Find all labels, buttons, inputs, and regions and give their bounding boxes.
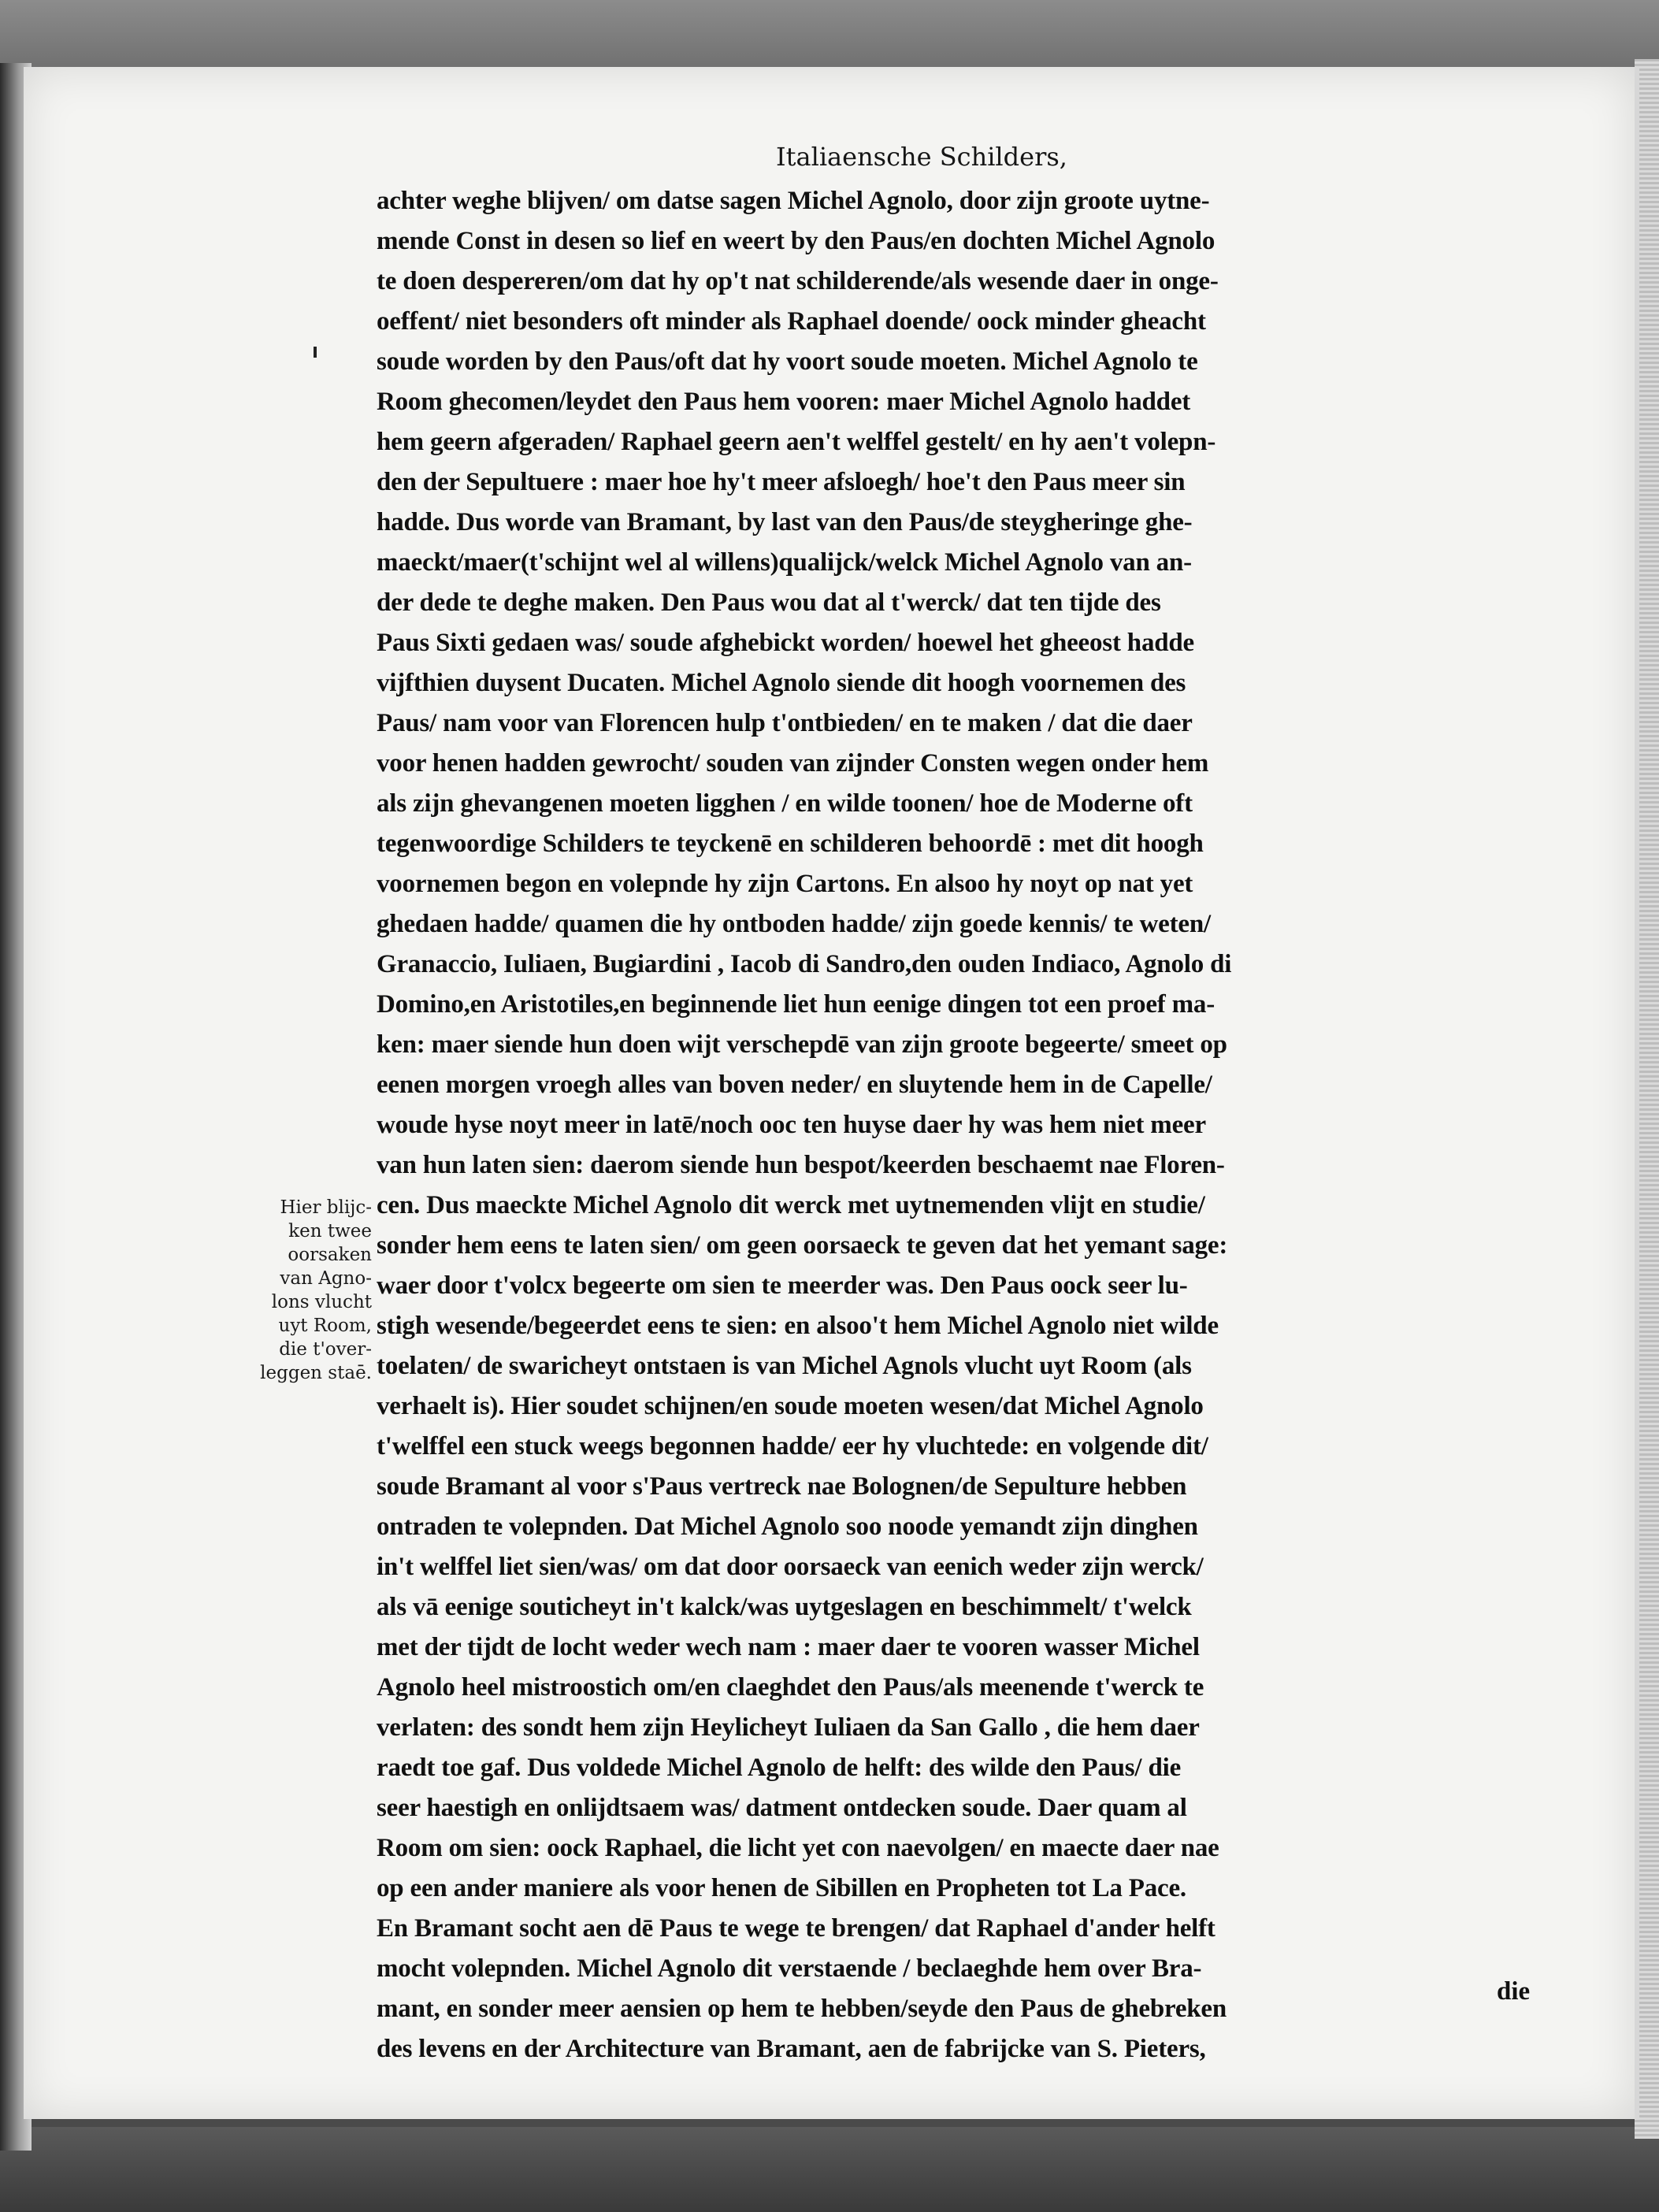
- main-text-block: [377, 181, 1550, 2069]
- text-line: op een ander maniere als voor henen de Sibillen en Propheten tot La Pace.: [377, 1874, 1186, 1902]
- text-line: Agnolo heel mistroostich om/en claeghdet den Paus/als meenende t'werck te: [377, 1673, 1204, 1702]
- text-line: hem geern afgeraden/ Raphael geern aen't welffel gestelt/ en hy aen't volepn-: [377, 428, 1216, 456]
- text-line: Paus/ nam voor van Florencen hulp t'ontbieden/ en te maken / dat die daer: [377, 709, 1193, 737]
- text-line: sonder hem eens te laten sien/ om geen oorsaeck te geven dat het yemant sage:: [377, 1231, 1228, 1260]
- text-line: En Bramant socht aen dē Paus te wege te brengen/ dat Raphael d'ander helft: [377, 1914, 1215, 1943]
- text-line: ken: maer siende hun doen wijt verschepdē van zijn groote begeerte/ smeet op: [377, 1030, 1227, 1059]
- text-line: verlaten: des sondt hem zijn Heylicheyt Iuliaen da San Gallo , die hem daer: [377, 1713, 1200, 1742]
- text-line: Room om sien: oock Raphael, die licht yet con naevolgen/ en maecte daer nae: [377, 1834, 1219, 1862]
- margin-note-line: uyt Room,: [278, 1316, 372, 1336]
- text-line: te doen despereren/om dat hy op't nat schilderende/als wesende daer in onge-: [377, 267, 1219, 295]
- text-line: vijfthien duysent Ducaten. Michel Agnolo siende dit hoogh voornemen des: [377, 669, 1186, 697]
- running-head: Italiaensche Schilders,: [776, 142, 1067, 172]
- text-line: toelaten/ de swaricheyt ontstaen is van Michel Agnols vlucht uyt Room (als: [377, 1352, 1192, 1380]
- text-line: in't welffel liet sien/was/ om dat door oorsaeck van eenich weder zijn werck/: [377, 1553, 1204, 1581]
- text-line: Paus Sixti gedaen was/ soude afghebickt worden/ hoewel het gheeost hadde: [377, 629, 1194, 657]
- top-background: [0, 0, 1659, 75]
- text-line: t'welffel een stuck weegs begonnen hadde/ eer hy vluchtede: en volgende dit/: [377, 1432, 1208, 1460]
- text-line: maeckt/maer(t'schijnt wel al willens)qualijck/welck Michel Agnolo van an-: [377, 548, 1192, 577]
- margin-note-line: ken twee: [288, 1221, 372, 1241]
- text-line: stigh wesende/begeerdet eens te sien: en alsoo't hem Michel Agnolo niet wilde: [377, 1312, 1219, 1340]
- text-line: eenen morgen vroegh alles van boven neder/ en sluytende hem in de Capelle/: [377, 1071, 1212, 1099]
- text-line: oeffent/ niet besonders oft minder als Raphael doende/ oock minder gheacht: [377, 307, 1206, 336]
- text-line: cen. Dus maeckte Michel Agnolo dit werck met uytnemenden vlijt en studie/: [377, 1191, 1205, 1219]
- ink-mark: [314, 347, 317, 358]
- bottom-background: [0, 2127, 1659, 2212]
- text-line: als vā eenige souticheyt in't kalck/was uytgeslagen en beschimmelt/ t'welck: [377, 1593, 1192, 1621]
- text-line: soude worden by den Paus/oft dat hy voort soude moeten. Michel Agnolo te: [377, 347, 1198, 376]
- text-line: ontraden te volepnden. Dat Michel Agnolo soo noode yemandt zijn dinghen: [377, 1512, 1198, 1541]
- margin-note: [230, 1196, 372, 1385]
- text-line: der dede te deghe maken. Den Paus wou dat al t'werck/ dat ten tijde des: [377, 588, 1161, 617]
- text-line: seer haestigh en onlijdtsaem was/ datment ontdecken soude. Daer quam al: [377, 1794, 1187, 1822]
- text-line: voornemen begon en volepnde hy zijn Cartons. En alsoo hy noyt op nat yet: [377, 870, 1193, 898]
- text-line: Domino,en Aristotiles,en beginnende liet hun eenige dingen tot een proef ma-: [377, 990, 1215, 1019]
- text-line: ghedaen hadde/ quamen die hy ontboden hadde/ zijn goede kennis/ te weten/: [377, 910, 1211, 938]
- text-line: mende Const in desen so lief en weert by den Paus/en dochten Michel Agnolo: [377, 227, 1215, 255]
- margin-note-line: die t'over-: [279, 1339, 372, 1360]
- text-line: tegenwoordige Schilders te teyckenē en schilderen behoordē : met dit hoogh: [377, 830, 1204, 858]
- text-line: den der Sepultuere : maer hoe hy't meer afsloegh/ hoe't den Paus meer sin: [377, 468, 1186, 496]
- text-line: hadde. Dus worde van Bramant, by last van den Paus/de steygheringe ghe-: [377, 508, 1193, 536]
- text-line: waer door t'volcx begeerte om sien te meerder was. Den Paus oock seer lu-: [377, 1271, 1188, 1300]
- text-line: mant, en sonder meer aensien op hem te hebben/seyde den Paus de ghebreken: [377, 1995, 1227, 2023]
- text-line: met der tijdt de locht weder wech nam : maer daer te vooren wasser Michel: [377, 1633, 1200, 1661]
- text-line: als zijn ghevangenen moeten ligghen / en wilde toonen/ hoe de Moderne oft: [377, 789, 1193, 818]
- text-line: mocht volepnden. Michel Agnolo dit verstaende / beclaeghde hem over Bra-: [377, 1954, 1202, 1983]
- margin-note-line: Hier blijc-: [280, 1197, 372, 1218]
- text-line: verhaelt is). Hier soudet schijnen/en soude moeten wesen/dat Michel Agnolo: [377, 1392, 1204, 1420]
- margin-note-line: van Agno-: [280, 1268, 372, 1289]
- text-line: achter weghe blijven/ om datse sagen Michel Agnolo, door zijn groote uytne-: [377, 187, 1210, 215]
- text-line: woude hyse noyt meer in latē/noch ooc ten huyse daer hy was hem niet meer: [377, 1111, 1206, 1139]
- text-line: voor henen hadden gewrocht/ souden van zijnder Consten wegen onder hem: [377, 749, 1209, 778]
- catchword: die: [1497, 1977, 1531, 2006]
- text-line: des levens en der Architecture van Bramant, aen de fabrijcke van S. Pieters,: [377, 2035, 1206, 2063]
- margin-note-line: leggen staē.: [260, 1363, 372, 1383]
- text-line: Room ghecomen/leydet den Paus hem vooren: maer Michel Agnolo haddet: [377, 388, 1191, 416]
- margin-note-line: oorsaken: [288, 1245, 372, 1265]
- text-line: van hun laten sien: daerom siende hun bespot/keerden beschaemt nae Floren-: [377, 1151, 1225, 1179]
- text-line: raedt toe gaf. Dus voldede Michel Agnolo de helft: des wilde den Paus/ die: [377, 1754, 1182, 1782]
- margin-note-line: lons vlucht: [271, 1292, 372, 1312]
- text-line: Granaccio, Iuliaen, Bugiardini , Iacob di Sandro,den ouden Indiaco, Agnolo di: [377, 950, 1232, 978]
- text-line: soude Bramant al voor s'Paus vertreck nae Bolognen/de Sepulture hebben: [377, 1472, 1187, 1501]
